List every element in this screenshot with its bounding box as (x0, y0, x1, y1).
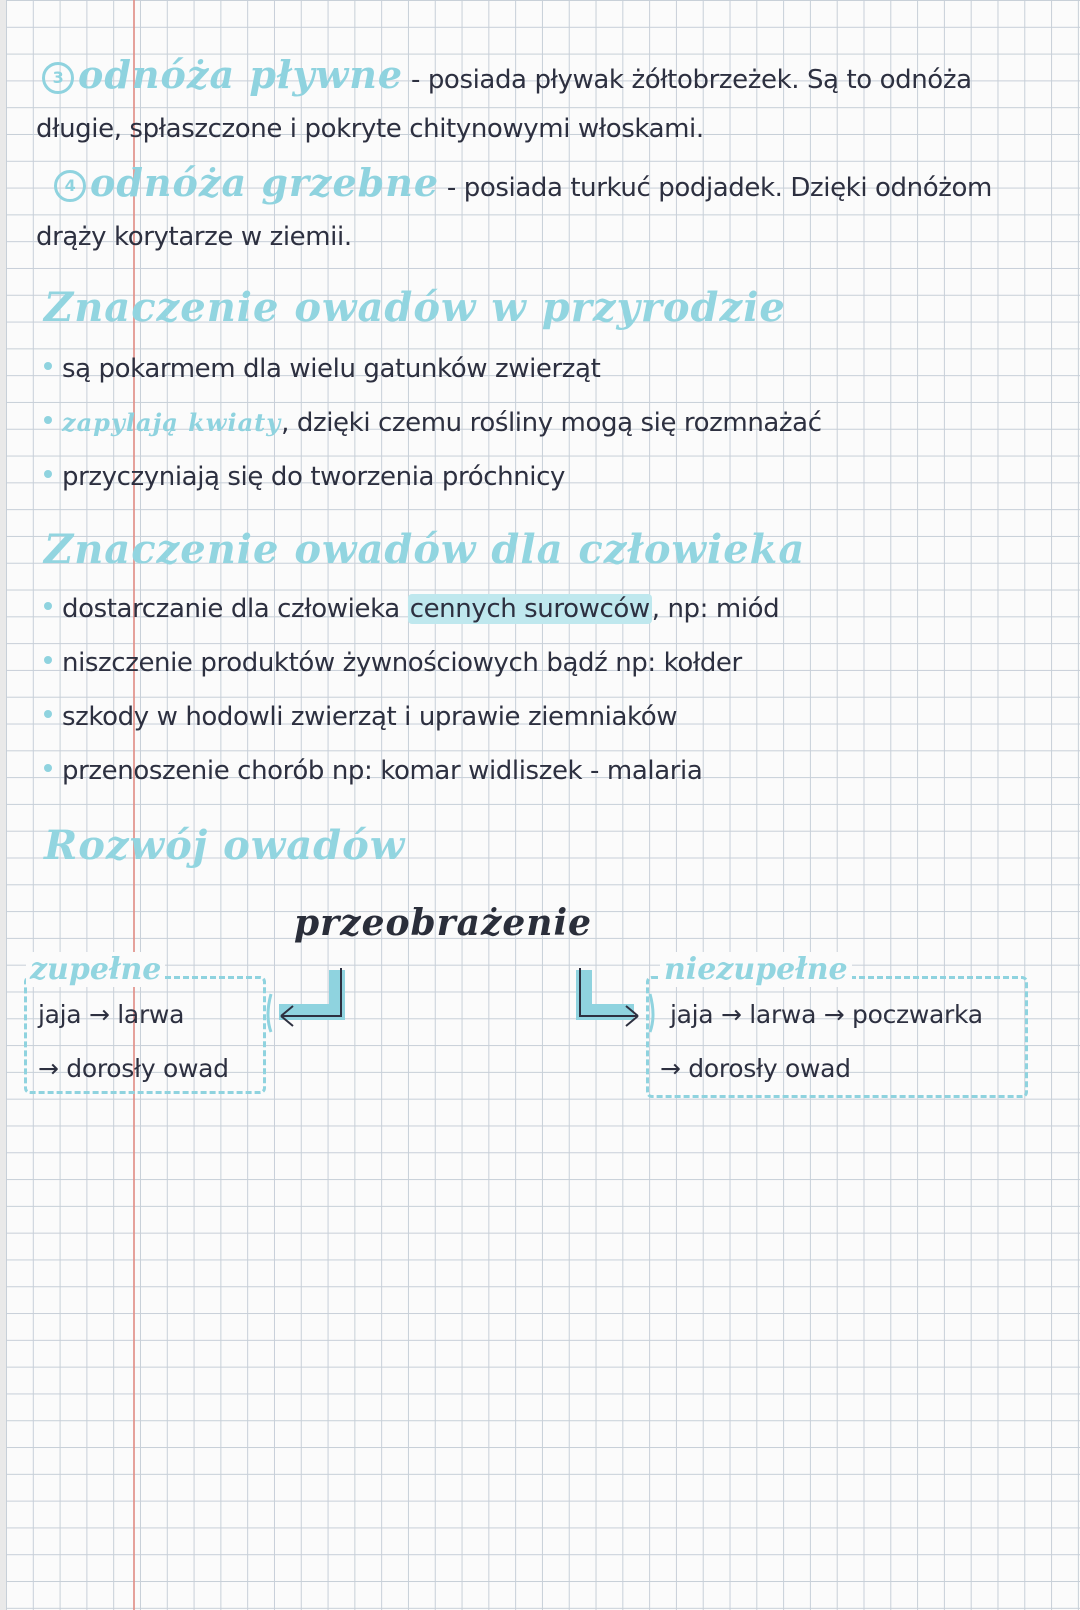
human-bullet-2 (44, 648, 742, 678)
heading-development: Rozwój owadów (44, 822, 406, 869)
left-connector-arrow-icon (261, 964, 361, 1034)
notebook-page (6, 0, 1080, 1610)
metamorphosis-title: przeobrażenie (294, 902, 593, 944)
section-3-highlight: odnóża pływne (78, 52, 404, 97)
section-3-text-2: długie, spłaszczone i pokryte chitynowymi włoskami. (36, 114, 704, 144)
nature-bullet-2-text: , dzięki czemu rośliny mogą się rozmnażać (281, 408, 822, 438)
heading-human: Znaczenie owadów dla człowieka (44, 526, 806, 573)
incomplete-stage-line-1: jaja → larwa → poczwarka (670, 1000, 983, 1029)
bullet-dot-icon (44, 470, 52, 478)
bullet-dot-icon (44, 602, 52, 610)
section-3-line-1 (42, 52, 972, 97)
section-3-number-icon: 3 (42, 62, 74, 94)
section-4-highlight: odnóża grzebne (90, 160, 440, 205)
section-4-line-1 (54, 160, 992, 205)
nature-bullet-2-highlight: zapylają kwiaty (62, 408, 282, 437)
bullet-dot-icon (44, 764, 52, 772)
bullet-dot-icon (44, 362, 52, 370)
human-bullet-3 (44, 702, 677, 732)
heading-nature: Znaczenie owadów w przyrodzie (44, 284, 786, 331)
nature-bullet-1-text: są pokarmem dla wielu gatunków zwierząt (62, 354, 601, 384)
complete-metamorphosis-label: zupełne (26, 952, 165, 987)
complete-stage-line-1: jaja → larwa (38, 1000, 185, 1029)
nature-bullet-3-text: przyczyniają się do tworzenia próchnicy (62, 462, 566, 492)
section-4-text-2: drąży korytarze w ziemii. (36, 222, 352, 252)
section-4-number-icon: 4 (54, 170, 86, 202)
incomplete-stage-line-2: → dorosły owad (660, 1054, 851, 1083)
human-bullet-4-text: przenoszenie chorób np: komar widliszek - malaria (62, 756, 703, 786)
nature-bullet-2 (44, 408, 822, 438)
human-bullet-4 (44, 756, 702, 786)
bullet-dot-icon (44, 656, 52, 664)
human-bullet-2-text: niszczenie produktów żywnościowych bądź np: kołder (62, 648, 742, 678)
nature-bullet-1 (44, 354, 600, 384)
human-bullet-1-before: dostarczanie dla człowieka (62, 594, 408, 624)
human-bullet-1 (44, 594, 779, 624)
bullet-dot-icon (44, 710, 52, 718)
section-3-text-1: - posiada pływak żółtobrzeżek. Są to odnóża (410, 65, 972, 95)
human-bullet-3-text: szkody w hodowli zwierząt i uprawie ziemniaków (62, 702, 678, 732)
complete-stage-line-2: → dorosły owad (38, 1054, 229, 1083)
human-bullet-1-after: , np: miód (651, 594, 780, 624)
human-bullet-1-marked: cennych surowców (409, 594, 650, 624)
section-4-text-1: - posiada turkuć podjadek. Dzięki odnóżom (446, 173, 992, 203)
incomplete-metamorphosis-label: niezupełne (660, 952, 852, 987)
bullet-dot-icon (44, 416, 52, 424)
nature-bullet-3 (44, 462, 565, 492)
